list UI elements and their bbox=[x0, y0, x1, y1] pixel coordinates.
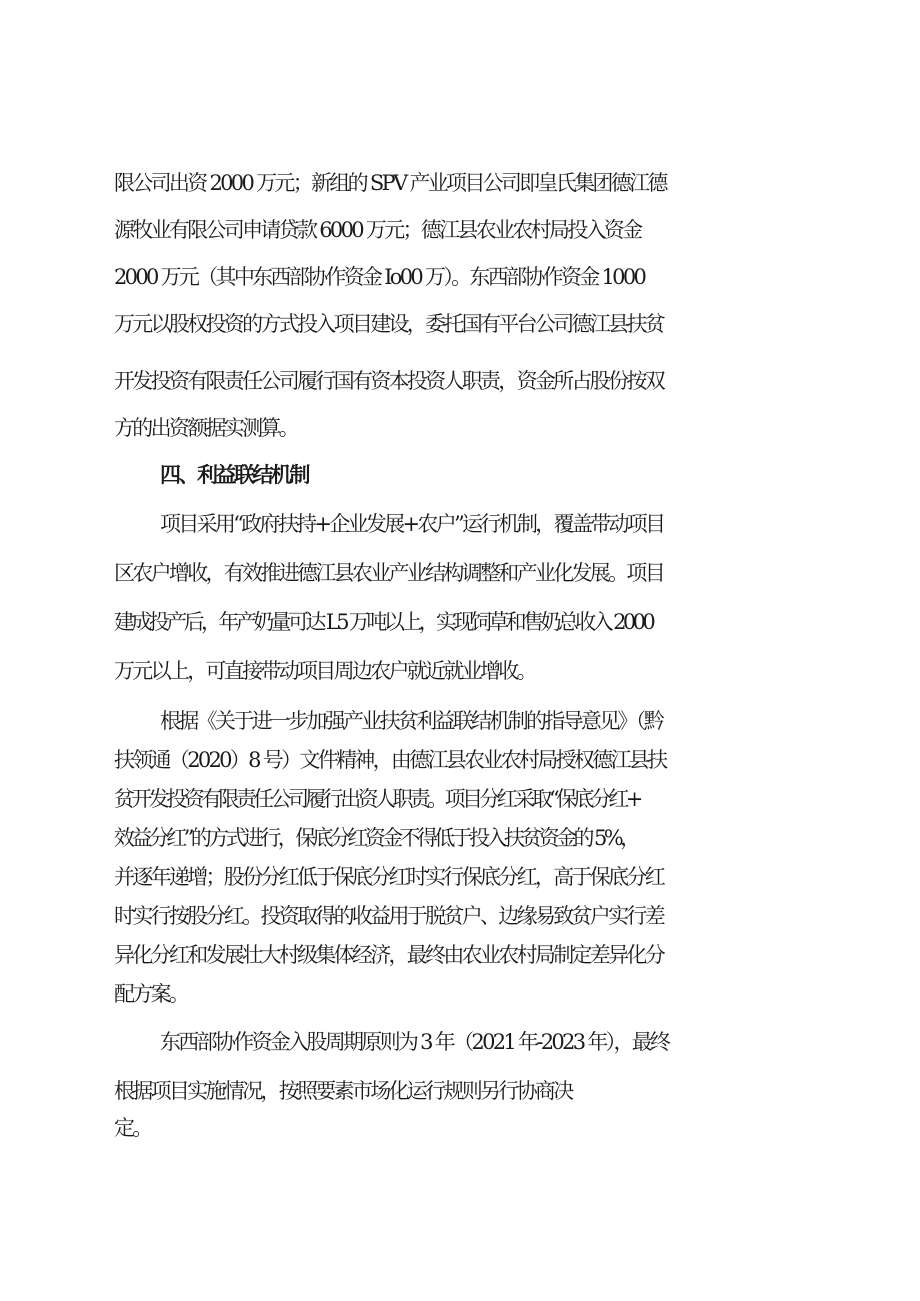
text-line: 贫开发投资有限责任公司履行出资人职责。项目分红采取“保底分红+ bbox=[114, 787, 640, 811]
text-line: 2000 万元（其中东西部协作资金 Io00 万）。东西部协作资金 1000 bbox=[114, 265, 645, 289]
text-line: 效益分红”的方式进行，保底分红资金不得低于投入扶贫资金的 5%， bbox=[114, 826, 638, 850]
text-line: 并逐年递增；股份分红低于保底分红时实行保底分红，高于保底分红 bbox=[114, 865, 663, 889]
text-line: 根据《关于进一步加强产业扶贫利益联结机制的指导意见》（黔 bbox=[160, 709, 662, 733]
text-line: 区农户增收，有效推进德江县农业产业结构调整和产业化发展。项目 bbox=[114, 561, 663, 585]
text-line: 扶领通（2020）8 号）文件精神，由德江县农业农村局授权德江县扶 bbox=[114, 748, 666, 772]
text-line: 项目采用“政府扶持+企业发展+农户”运行机制，覆盖带动项目 bbox=[160, 512, 664, 536]
text-line: 时实行按股分红。投资取得的收益用于脱贫户、边缘易致贫户实行差 bbox=[114, 904, 663, 928]
text-line: 建成投产后，年产奶量可达 L5 万吨以上，实现饲草和售奶总收入 2000 bbox=[114, 610, 653, 634]
text-line: 方的出资额据实测算。 bbox=[114, 416, 297, 440]
section-heading: 四、利益联结机制 bbox=[160, 463, 308, 487]
text-line: 配方案。 bbox=[114, 982, 188, 1006]
text-line: 定。 bbox=[114, 1116, 151, 1140]
text-line: 东西部协作资金入股周期原则为 3 年（2021 年-2023 年），最终 bbox=[160, 1030, 669, 1054]
text-line: 限公司出资 2000 万元；新组的 SPV 产业项目公司即皇氏集团德江德 bbox=[114, 171, 666, 195]
text-line: 万元以上，可直接带动项目周边农户就近就业增收。 bbox=[114, 659, 535, 683]
text-line: 根据项目实施情况，按照要素市场化运行规则另行协商决 bbox=[114, 1079, 572, 1103]
text-line: 异化分红和发展壮大村级集体经济，最终由农业农村局制定差异化分 bbox=[114, 943, 663, 967]
text-line: 开发投资有限责任公司履行国有资本投资人职责，资金所占股份按双 bbox=[114, 369, 663, 393]
text-line: 源牧业有限公司申请贷款 6000 万元；德江县农业农村局投入资金 bbox=[114, 218, 641, 242]
text-line: 万元以股权投资的方式投入项目建设，委托国有平台公司德江县扶贫 bbox=[114, 312, 663, 336]
